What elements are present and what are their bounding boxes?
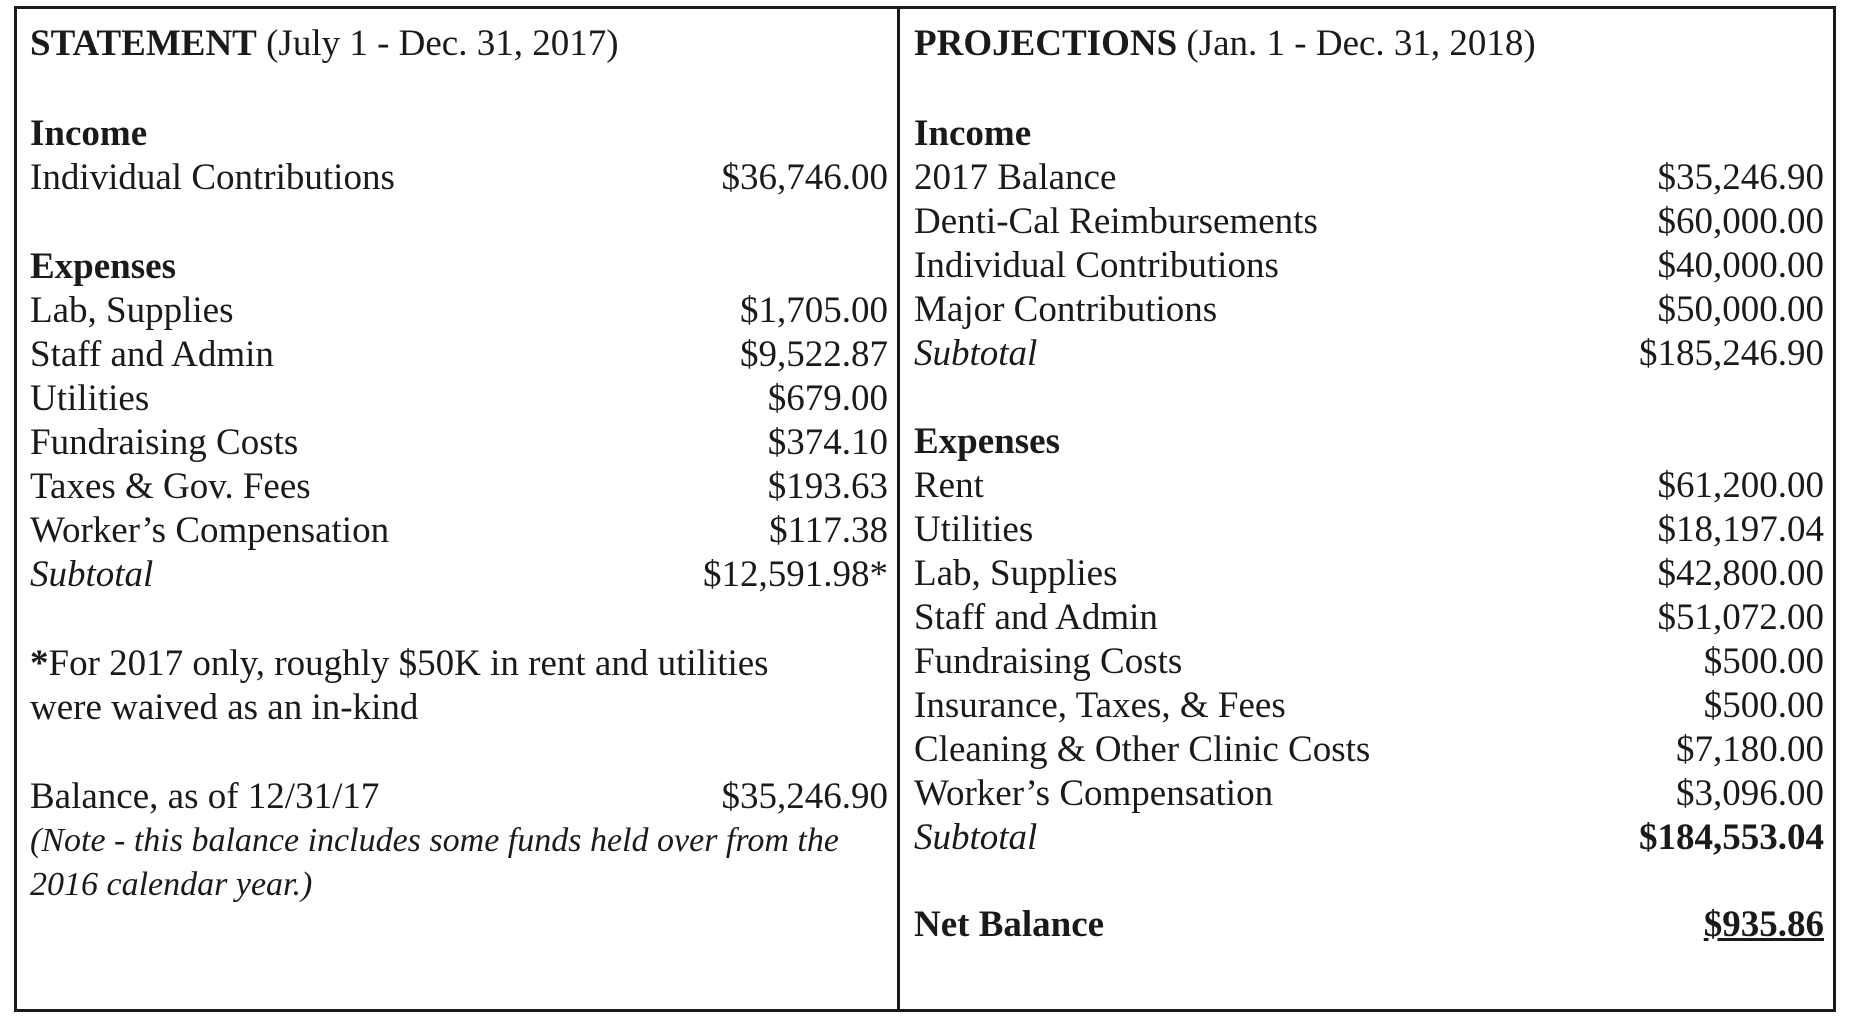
projections-income-heading: Income (914, 113, 1032, 154)
statement-note-line-2: 2016 calendar year.) (30, 866, 313, 903)
row-amount: $500.00 (1703, 641, 1824, 682)
statement-note-line-1: (Note - this balance includes some funds held over from the (30, 822, 839, 859)
row-amount: $679.00 (767, 378, 888, 419)
statement-footnote-line-2: were waived as an in-kind (30, 687, 419, 728)
row-label: 2017 Balance (914, 157, 1117, 198)
projections-expense-row (914, 464, 1824, 508)
row-amount: $50,000.00 (1657, 289, 1824, 330)
projections-expense-row (914, 640, 1824, 684)
projections-income-subtotal-row (914, 332, 1824, 376)
statement-income-row (30, 156, 888, 200)
row-amount: $1,705.00 (740, 290, 888, 331)
net-balance-label: Net Balance (914, 904, 1105, 945)
projections-income-row (914, 156, 1824, 200)
row-label: Denti-Cal Reimbursements (914, 201, 1318, 242)
projections-expense-subtotal-row (914, 816, 1824, 860)
footnote-text: For 2017 only, roughly $50K in rent and utilities (48, 643, 769, 684)
net-balance-amount: $935.86 (1703, 904, 1824, 945)
column-divider (897, 6, 900, 1012)
row-label: Taxes & Gov. Fees (30, 466, 311, 507)
row-label: Lab, Supplies (30, 290, 234, 331)
statement-footnote-line-1 (30, 642, 888, 686)
projections-expense-row (914, 596, 1824, 640)
projections-expense-row (914, 772, 1824, 816)
projections-period: (Jan. 1 - Dec. 31, 2018) (1186, 23, 1536, 64)
projections-expense-row (914, 684, 1824, 728)
statement-expense-row (30, 465, 888, 509)
balance-amount: $35,246.90 (721, 776, 888, 817)
row-amount: $193.63 (767, 466, 888, 507)
projections-income-row (914, 288, 1824, 332)
projections-income-row (914, 200, 1824, 244)
row-amount: $42,800.00 (1657, 553, 1824, 594)
row-label: Major Contributions (914, 289, 1218, 330)
row-label: Staff and Admin (30, 334, 274, 375)
row-label: Individual Contributions (30, 157, 395, 198)
subtotal-amount: $12,591.98* (703, 554, 888, 595)
row-amount: $500.00 (1703, 685, 1824, 726)
statement-title: STATEMENT (30, 23, 257, 64)
row-amount: $374.10 (767, 422, 888, 463)
row-amount: $35,246.90 (1657, 157, 1824, 198)
statement-expenses-heading: Expenses (30, 246, 176, 287)
projections-income-row (914, 244, 1824, 288)
row-amount: $117.38 (769, 510, 888, 551)
statement-expense-row (30, 377, 888, 421)
statement-subtotal-row (30, 553, 888, 597)
row-amount: $7,180.00 (1676, 729, 1824, 770)
row-label: Worker’s Compensation (30, 510, 390, 551)
projections-header (914, 22, 1824, 66)
statement-expense-row (30, 333, 888, 377)
row-label: Fundraising Costs (30, 422, 299, 463)
row-amount: $51,072.00 (1657, 597, 1824, 638)
subtotal-label: Subtotal (30, 554, 154, 595)
row-label: Insurance, Taxes, & Fees (914, 685, 1286, 726)
row-amount: $40,000.00 (1657, 245, 1824, 286)
projections-expenses-heading: Expenses (914, 421, 1060, 462)
subtotal-label: Subtotal (914, 333, 1038, 374)
projections-title: PROJECTIONS (914, 23, 1178, 64)
subtotal-amount: $185,246.90 (1639, 333, 1824, 374)
row-label: Utilities (914, 509, 1034, 550)
row-amount: $18,197.04 (1657, 509, 1824, 550)
row-label: Individual Contributions (914, 245, 1279, 286)
projections-expense-row (914, 728, 1824, 772)
subtotal-amount: $184,553.04 (1639, 817, 1824, 858)
statement-header (30, 22, 888, 66)
statement-expense-row (30, 509, 888, 553)
row-amount: $3,096.00 (1676, 773, 1824, 814)
balance-label: Balance, as of 12/31/17 (30, 776, 380, 817)
footnote-mark: * (30, 643, 49, 684)
row-label: Fundraising Costs (914, 641, 1183, 682)
row-label: Utilities (30, 378, 150, 419)
row-amount: $61,200.00 (1657, 465, 1824, 506)
statement-income-heading: Income (30, 113, 148, 154)
statement-expense-row (30, 289, 888, 333)
row-label: Rent (914, 465, 984, 506)
subtotal-label: Subtotal (914, 817, 1038, 858)
statement-expense-row (30, 421, 888, 465)
statement-period: (July 1 - Dec. 31, 2017) (266, 23, 619, 64)
row-label: Worker’s Compensation (914, 773, 1274, 814)
row-label: Staff and Admin (914, 597, 1158, 638)
statement-balance-row (30, 775, 888, 819)
row-label: Cleaning & Other Clinic Costs (914, 729, 1371, 770)
row-amount: $60,000.00 (1657, 201, 1824, 242)
row-amount: $9,522.87 (740, 334, 888, 375)
projections-net-balance-row (914, 903, 1824, 947)
projections-expense-row (914, 508, 1824, 552)
projections-expense-row (914, 552, 1824, 596)
row-amount: $36,746.00 (721, 157, 888, 198)
row-label: Lab, Supplies (914, 553, 1118, 594)
